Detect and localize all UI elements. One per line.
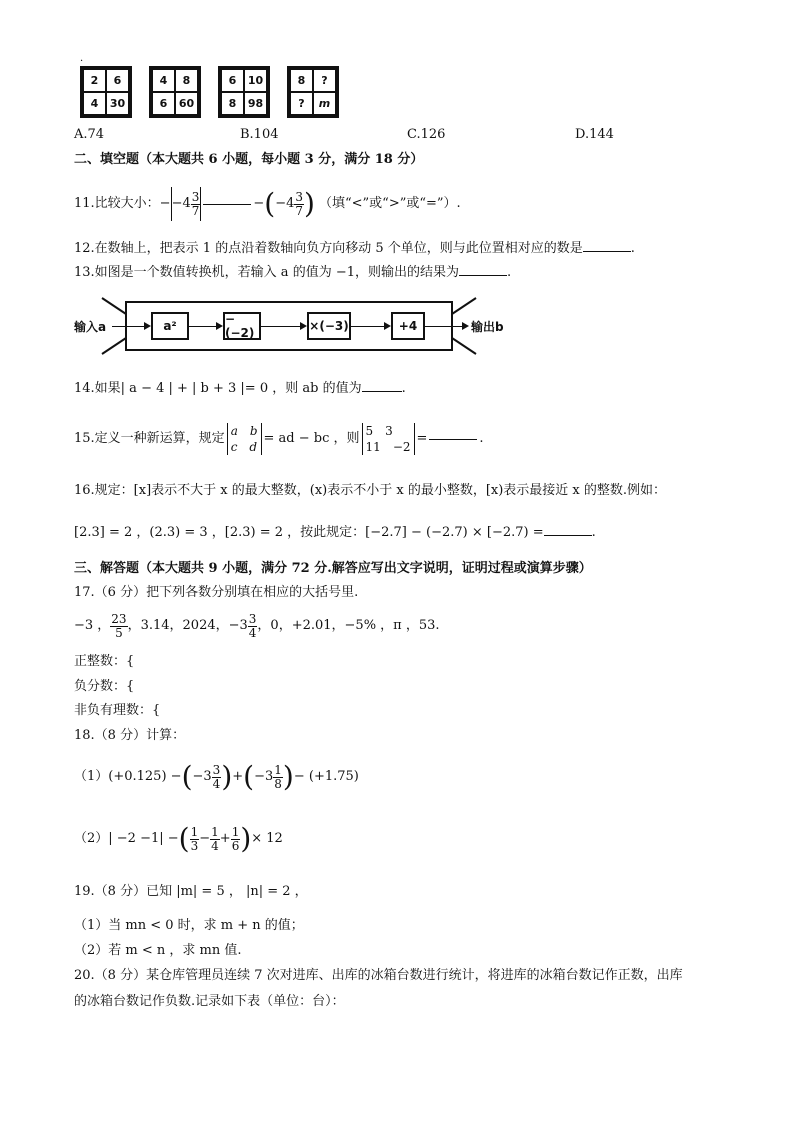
paren-left: ( bbox=[178, 822, 190, 855]
determinant-def: a b c d bbox=[227, 423, 262, 455]
grid-cell: 10 bbox=[244, 69, 267, 92]
grid-cell: 8 bbox=[221, 92, 244, 115]
arrow-head bbox=[462, 322, 469, 330]
step-times-neg3: ×(−3) bbox=[307, 312, 351, 340]
arrow bbox=[261, 326, 301, 327]
fraction: $\frac{1}{4}$ bbox=[211, 824, 219, 853]
paren-right: ) bbox=[282, 760, 294, 793]
arrow-head bbox=[300, 322, 307, 330]
q18-p2b: × 12 bbox=[251, 831, 283, 846]
q15-eq: = bbox=[416, 431, 428, 446]
q15-prefix: 15.定义一种新运算，规定 bbox=[74, 431, 225, 446]
number-grid-4 bbox=[287, 66, 339, 118]
q18-p1a: （1）(+0.125) − bbox=[74, 769, 182, 784]
category-positive-integer: 正整数：{ bbox=[74, 654, 135, 669]
q20-line2: 的冰箱台数记作负数.记录如下表（单位：台）： bbox=[74, 994, 345, 1009]
q17-nums-a: −3 ， bbox=[74, 618, 111, 633]
q11 bbox=[74, 186, 461, 222]
option-d: D.144 bbox=[575, 127, 614, 142]
q18-part1 bbox=[74, 756, 359, 798]
dot-mark: · bbox=[80, 56, 84, 67]
step-plus-4: +4 bbox=[391, 312, 425, 340]
fraction: $\frac{3}{7}$ bbox=[191, 189, 200, 218]
grid-cell: m bbox=[313, 92, 336, 115]
section2-title: 二、填空题（本大题共 6 小题，每小题 3 分，满分 18 分） bbox=[74, 152, 424, 167]
q15: 15.定义一种新运算，规定 a b c d = ad − bc ，则 5 3 11 −2 = . bbox=[74, 424, 484, 454]
q14: 14.如果| a − 4 | + | b + 3 |= 0 ，则 ab 的值为 . bbox=[74, 381, 406, 396]
q17-nums-c: ，0，+2.01，−5% ，π ，53. bbox=[257, 618, 440, 633]
arrow-head bbox=[384, 322, 391, 330]
category-negative-fraction: 负分数：{ bbox=[74, 679, 135, 694]
q11-whole: −4 bbox=[171, 196, 191, 211]
q19-part1: （1）当 mn < 0 时，求 m + n 的值； bbox=[74, 918, 304, 933]
number-grid-1 bbox=[80, 66, 132, 118]
q17-numbers bbox=[74, 606, 440, 646]
arrow-head bbox=[144, 322, 151, 330]
fraction: $\frac{1}{3}$ bbox=[190, 824, 199, 853]
arrow bbox=[112, 326, 145, 327]
step-square: a² bbox=[151, 312, 189, 340]
q18-p1e: − (+1.75) bbox=[293, 769, 359, 784]
q12: 12.在数轴上，把表示 1 的点沿着数轴向负方向移动 5 个单位，则与此位置相对应的数是 . bbox=[74, 241, 635, 256]
fraction: $\frac{23}{5}$ bbox=[111, 611, 127, 640]
q19-part2: （2）若 m < n ，求 mn 值. bbox=[74, 943, 242, 958]
fraction: $\frac{3}{4}$ bbox=[248, 611, 257, 640]
arrow-head bbox=[216, 322, 223, 330]
grid-cell: 8 bbox=[290, 69, 313, 92]
option-a: A.74 bbox=[74, 127, 105, 142]
answer-blank[interactable] bbox=[203, 204, 251, 205]
grid-cell: 8 bbox=[175, 69, 198, 92]
q18-p1d: −3 bbox=[254, 769, 274, 784]
grid-cell: ? bbox=[290, 92, 313, 115]
q13: 13.如图是一个数值转换机，若输入 a 的值为 −1，则输出的结果为 . bbox=[74, 265, 512, 280]
paren-right: ) bbox=[304, 187, 315, 220]
q18-p1b: −3 bbox=[192, 769, 212, 784]
q18-part2: （2）| −2 −1| − ( $\frac{1}{3}$ − $\frac{1}{4}$ + $\frac{1}{6}$ ) × 12 bbox=[74, 822, 283, 855]
answer-blank[interactable] bbox=[544, 535, 592, 536]
grid-cell: 2 bbox=[83, 69, 106, 92]
q18-p1c: + bbox=[232, 769, 244, 784]
option-c: C.126 bbox=[407, 127, 446, 142]
grid-cell: 6 bbox=[221, 69, 244, 92]
q16-line2-text: [2.3] = 2 ，(2.3) = 3 ，[2.3) = 2 ，按此规定：[−2.7] − (−2.7) × [−2.7) = bbox=[74, 525, 544, 540]
answer-blank[interactable] bbox=[459, 275, 507, 276]
option-b: B.104 bbox=[240, 127, 279, 142]
machine-input-label: 输入a bbox=[74, 320, 107, 334]
grid-cell: 4 bbox=[83, 92, 106, 115]
q19-head: 19.（8 分）已知 |m| = 5 ， |n| = 2 ， bbox=[74, 884, 308, 899]
q11-mid: − bbox=[253, 196, 265, 211]
q11-whole-2: −4 bbox=[275, 196, 295, 211]
q17-nums-b: ，3.14，2024，−3 bbox=[127, 618, 248, 633]
grid-cell: 30 bbox=[106, 92, 129, 115]
step-add-2: −(−2) bbox=[223, 312, 261, 340]
abs-bar bbox=[200, 187, 201, 221]
number-grid-3 bbox=[218, 66, 270, 118]
grid-cell: ? bbox=[313, 69, 336, 92]
q14-text: 14.如果| a − 4 | + | b + 3 |= 0 ，则 ab 的值为 bbox=[74, 381, 362, 396]
category-nonnegative-rational: 非负有理数：{ bbox=[74, 703, 161, 718]
arrow bbox=[189, 326, 217, 327]
paren-right: ) bbox=[221, 760, 233, 793]
grid-cell: 6 bbox=[106, 69, 129, 92]
grid-cell: 4 bbox=[152, 69, 175, 92]
arrow bbox=[425, 326, 463, 327]
answer-blank[interactable] bbox=[429, 439, 477, 440]
paren-left: ( bbox=[181, 760, 193, 793]
q20-line1: 20.（8 分）某仓库管理员连续 7 次对进库、出库的冰箱台数进行统计，将进库的冰箱台数记作正数，出库 bbox=[74, 968, 683, 983]
answer-blank[interactable] bbox=[362, 391, 402, 392]
q18-p2a: （2）| −2 −1| − bbox=[74, 831, 179, 846]
number-machine bbox=[74, 296, 514, 356]
q16-line1: 16.规定：[x]表示不大于 x 的最大整数，(x)表示不小于 x 的最小整数，[x)表示最接近 x 的整数.例如： bbox=[74, 483, 667, 498]
determinant-value: 5 3 11 −2 bbox=[362, 423, 415, 455]
machine-output-label: 输出b bbox=[471, 320, 504, 334]
q17-head: 17.（6 分）把下列各数分别填在相应的大括号里. bbox=[74, 585, 359, 600]
fraction: $\frac{1}{6}$ bbox=[231, 824, 240, 853]
q15-mid: = ad − bc ，则 bbox=[263, 431, 360, 446]
paren-left: ( bbox=[243, 760, 255, 793]
grid-cell: 6 bbox=[152, 92, 175, 115]
q13-text: 13.如图是一个数值转换机，若输入 a 的值为 −1，则输出的结果为 bbox=[74, 265, 459, 280]
grid-cell: 98 bbox=[244, 92, 267, 115]
answer-blank[interactable] bbox=[583, 251, 631, 252]
q16-line2: [2.3] = 2 ，(2.3) = 3 ，[2.3) = 2 ，按此规定：[−2.7] − (−2.7) × [−2.7) = . bbox=[74, 525, 596, 540]
number-grid-2 bbox=[149, 66, 201, 118]
q10-grids bbox=[0, 0, 794, 142]
arrow bbox=[351, 326, 385, 327]
paren-left: ( bbox=[264, 187, 276, 220]
q18-head: 18.（8 分）计算： bbox=[74, 728, 186, 743]
section3-title: 三、解答题（本大题共 9 小题，满分 72 分.解答应写出文字说明，证明过程或演算步骤） bbox=[74, 561, 592, 576]
fraction: $\frac{3}{7}$ bbox=[295, 189, 304, 218]
q12-text: 12.在数轴上，把表示 1 的点沿着数轴向负方向移动 5 个单位，则与此位置相对应的数是 bbox=[74, 241, 583, 256]
paren-right: ) bbox=[240, 822, 252, 855]
fraction: $\frac{3}{4}$ bbox=[212, 762, 221, 791]
q11-prefix: 11.比较大小：− bbox=[74, 196, 171, 211]
grid-cell: 60 bbox=[175, 92, 198, 115]
q11-suffix: （填“<”或“>”或“=”）. bbox=[318, 196, 461, 211]
fraction: $\frac{1}{8}$ bbox=[274, 762, 282, 791]
